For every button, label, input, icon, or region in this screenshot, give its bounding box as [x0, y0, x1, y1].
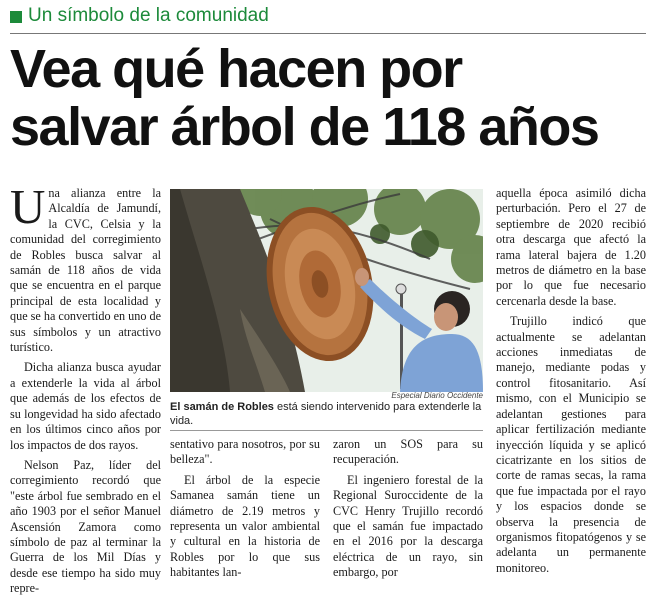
article-column-2 [170, 437, 320, 586]
article-column-3 [333, 437, 483, 586]
photo-caption [170, 400, 483, 428]
article-column-1 [10, 179, 161, 602]
paragraph: Nelson Paz, líder del corregimiento recordó que "este árbol fue sembrado en el año 1903 por el señor Manuel Ascensión Zamora como símbolo de paz al terminar la Guerra de los Mil Días y desde ese tiempo ha sido muy repre- [10, 457, 161, 596]
paragraph: sentativo para nosotros, por su belleza". [170, 437, 320, 467]
caption-divider [170, 430, 483, 431]
section-kicker [10, 5, 646, 27]
drop-cap: U [10, 179, 46, 234]
headline-line-2: salvar árbol de 118 años [10, 97, 599, 157]
article-photo [170, 189, 483, 392]
paragraph: Una alianza entre la Alcaldía de Jamundí, la CVC, Celsia y la comunidad del corregimiento de Robles busca salvar al samán de 118 años de vida que se encuentra en el parque principal de esta localidad y que se ha convertido en uno de sus símbolos y un atractivo turístico. [10, 179, 161, 355]
paragraph: aquella época asimiló dicha perturbación. Pero el 27 de septiembre de 2020 recibió otra descarga que afectó la rama lateral bajera de 1.20 metros de diámetro en la base por lo que fue necesario cercenarla desde la base. [496, 186, 646, 308]
paragraph: El árbol de la especie Samanea samán tiene un diámetro de 2.19 metros y representa un valor ambiental y cultural en la historia de Robles por lo que sus habitantes lan- [170, 472, 320, 580]
paragraph: El ingeniero forestal de la Regional Suroccidente de la CVC Henry Trujillo recordó que el samán fue impactado en el 2016 por la descarga eléctrica de un rayo, sin embargo, por [333, 472, 483, 580]
paragraph: Trujillo indicó que actualmente se adelantan acciones inmediatas de manejo, mediante podas y control fitosanitario. Así mismo, con el Municipio se adelantan gestiones para aplicar fertilización mediante inyección líquida y se aplicó cicatrizante en los sitios de corte de ramas secas, la rama que fue impactada por el rayo y los espacios donde se observa la presencia de organismos fitopatógenos y se adelanta un permanente monitoreo. [496, 314, 646, 575]
paragraph: zaron un SOS para su recuperación. [333, 437, 483, 467]
headline [10, 40, 646, 156]
paragraph: Dicha alianza busca ayudar a extenderle la vida al árbol que además de los efectos de su longevidad ha sido afectado en los últimos cinco años por los impactos de dos rayos. [10, 360, 161, 452]
kicker-text: Un símbolo de la comunidad [28, 5, 269, 26]
photo-credit: Especial Diario Occidente [391, 391, 483, 400]
article-column-4 [496, 186, 646, 581]
kicker-rule [10, 33, 646, 34]
caption-lead: El samán de Robles [170, 401, 274, 413]
kicker-square-icon [10, 11, 22, 23]
headline-line-1: Vea qué hacen por [10, 39, 462, 99]
saman-tree-photo-illustration [170, 189, 483, 392]
caption-text: está siendo intervenido para extenderle la vida. [170, 401, 482, 427]
